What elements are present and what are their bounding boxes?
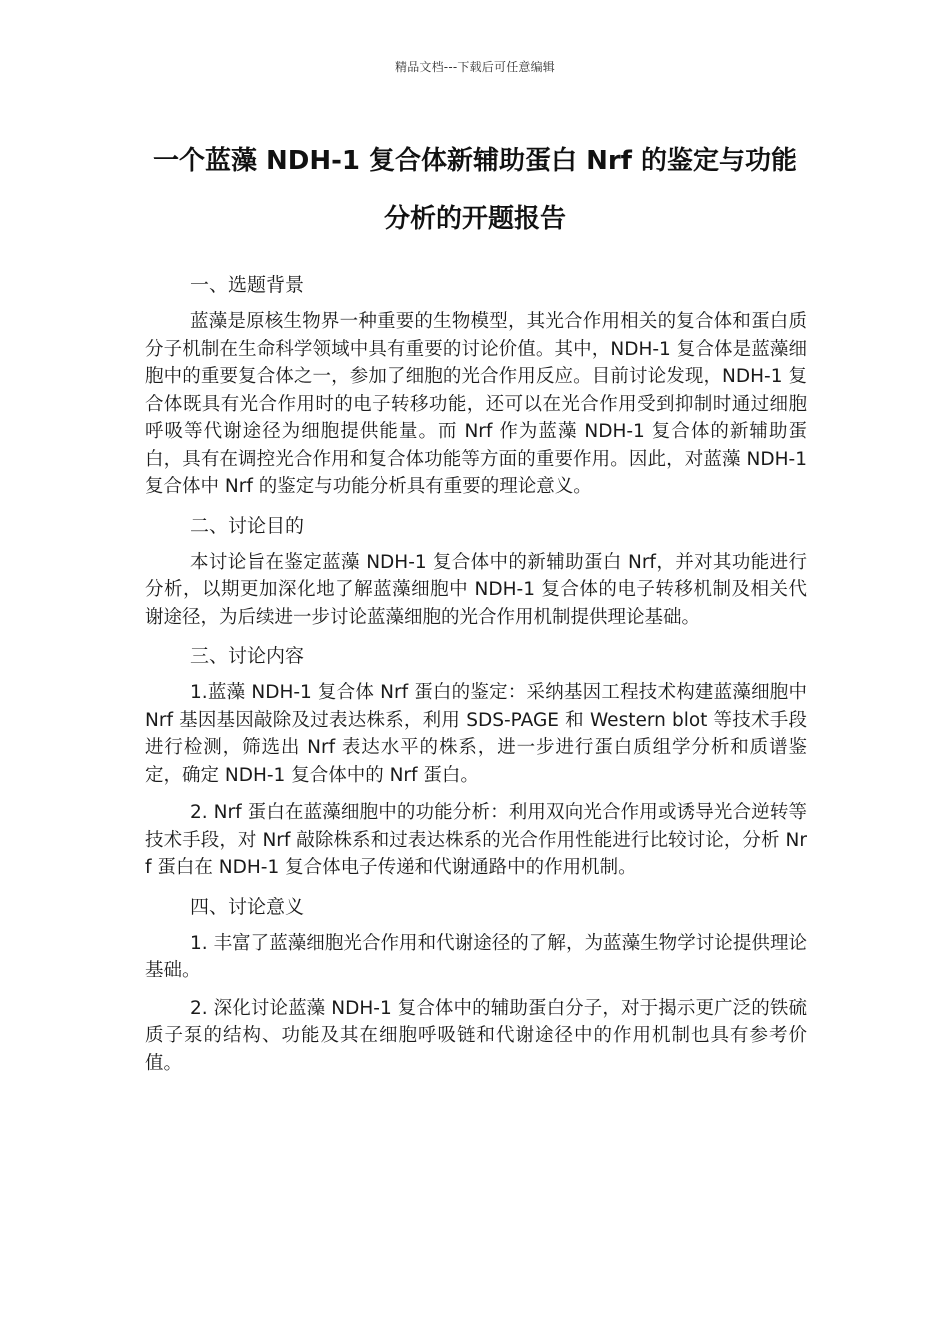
section-heading-significance: 四、讨论意义 xyxy=(190,895,305,918)
section-heading-content: 三、讨论内容 xyxy=(190,645,305,667)
purpose-paragraph: 本讨论旨在鉴定蓝藻 NDH-1 复合体中的新辅助蛋白 Nrf，并对其功能进行分析，以期更加深化地了解蓝藻细胞中 NDH-1 复合体的电子转移机制及相关代谢途径，为后续进一步讨论蓝藻细胞的光合作用机制提供理论基础。 xyxy=(145,551,807,628)
section-heading-purpose: 二、讨论目的 xyxy=(190,514,305,537)
page-header: 精品文档---下载后可任意编辑 xyxy=(395,60,555,74)
significance-item-2: 2. 深化讨论蓝藻 NDH-1 复合体中的辅助蛋白分子，对于揭示更广泛的铁硫质子泵的结构、功能及其在细胞呼吸链和代谢途径中的作用机制也具有参考价值。 xyxy=(145,997,807,1074)
document-title: 一个蓝藻 NDH-1 复合体新辅助蛋白 Nrf 的鉴定与功能分析的开题报告 xyxy=(152,146,798,234)
background-paragraph: 蓝藻是原核生物界一种重要的生物模型，其光合作用相关的复合体和蛋白质分子机制在生命科学领域中具有重要的讨论价值。其中，NDH-1 复合体是蓝藻细胞中的重要复合体之一，参加了细胞的光合作用反应。目前讨论发现，NDH-1 复合体既具有光合作用时的电子转移功能，还可以在光合作用受到抑制时通过细胞呼吸等代谢途径为细胞提供能量。而 Nrf 作为蓝藻 NDH-1 复合体的新辅助蛋白，具有在调控光合作用和复合体功能等方面的重要作用。因此，对蓝藻 NDH-1 复合体中 Nrf 的鉴定与功能分析具有重要的理论意义。 xyxy=(145,311,807,497)
content-item-1: 1.蓝藻 NDH-1 复合体 Nrf 蛋白的鉴定：采纳基因工程技术构建蓝藻细胞中 Nrf 基因基因敲除及过表达株系，利用 SDS-PAGE 和 Western blot 等技术手段进行检测，筛选出 Nrf 表达水平的株系，进一步进行蛋白质组学分析和质谱鉴定，确定 NDH-1 复合体中的 Nrf 蛋白。 xyxy=(145,682,807,786)
section-heading-background: 一、选题背景 xyxy=(190,274,305,296)
content-item-2: 2. Nrf 蛋白在蓝藻细胞中的功能分析：利用双向光合作用或诱导光合逆转等技术手段，对 Nrf 敲除株系和过表达株系的光合作用性能进行比较讨论，分析 Nrf 蛋白在 NDH-1 复合体电子传递和代谢通路中的作用机制。 xyxy=(145,802,807,878)
document-body xyxy=(145,270,807,1087)
significance-item-1: 1. 丰富了蓝藻细胞光合作用和代谢途径的了解，为蓝藻生物学讨论提供理论基础。 xyxy=(145,932,807,981)
